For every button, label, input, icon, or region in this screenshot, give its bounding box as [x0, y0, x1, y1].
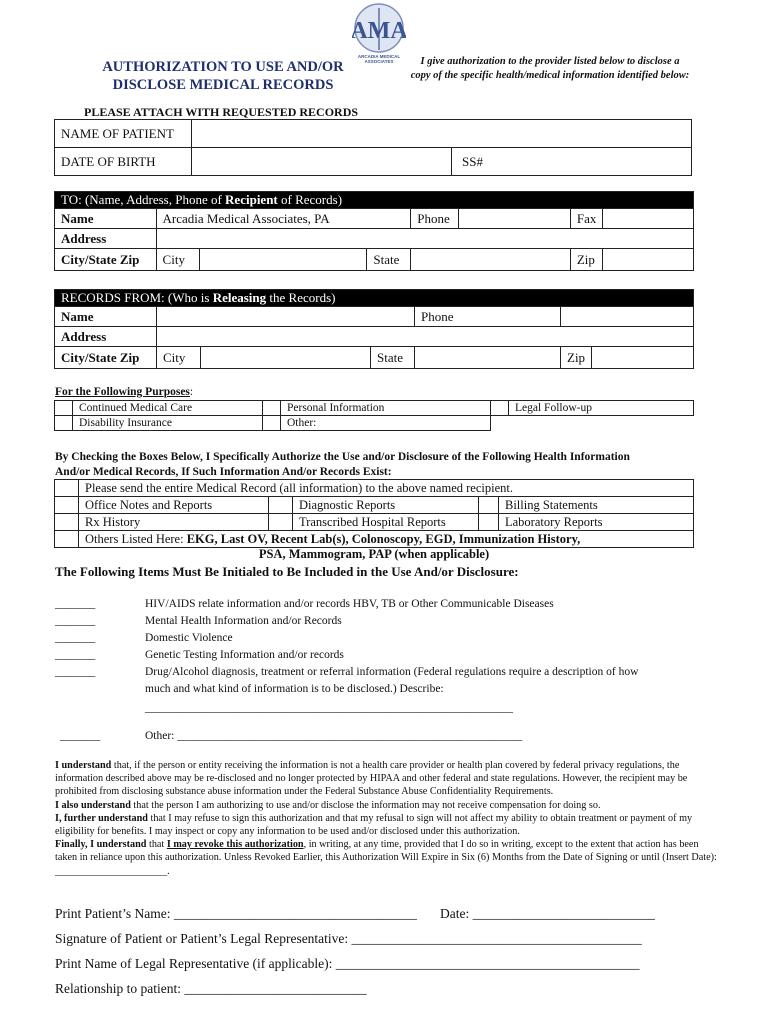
- other-label: Other:: [145, 730, 178, 742]
- understand-p2-text: that the person I am authorizing to use and/or disclose the information may not receive compensation for doing so.: [130, 799, 601, 811]
- others-line-2: PSA, Mammogram, PAP (when applicable): [258, 547, 490, 561]
- attach-notice: PLEASE ATTACH WITH REQUESTED RECORDS: [84, 105, 359, 119]
- recipient-name-field[interactable]: Arcadia Medical Associates, PA: [156, 209, 411, 229]
- purposes-heading: [55, 386, 193, 398]
- legal-rep-name-line[interactable]: Print Name of Legal Representative (if applicable): _____________________________________________: [55, 956, 640, 971]
- recipient-phone-field[interactable]: [459, 209, 571, 229]
- purposes-heading-text: For the Following Purposes: [55, 386, 190, 398]
- understand-p1-text: that, if the person or entity receiving the information is not a health care provider or health plan covered by federal privacy regulations, the information described above may be re-disclosed and no longer protected by HIPAA and other federal and state regulations. However, the recipient may be prohibited from disclosing substance abuse information under the Federal Substance Abuse Confidentiality Requirements.: [55, 760, 688, 798]
- ssn-cell[interactable]: [452, 148, 692, 176]
- describe-line[interactable]: ________________________________________________________________: [145, 702, 513, 714]
- initial-item-genetic: Genetic Testing Information and/or records: [145, 649, 344, 661]
- releaser-name-label: Name: [55, 307, 157, 327]
- recipient-state-label: State: [367, 249, 411, 271]
- initial-item-domestic: Domestic Violence: [145, 632, 233, 644]
- checkbox-laboratory[interactable]: [479, 514, 499, 531]
- recipient-zip-label: Zip: [570, 249, 603, 271]
- disclosure-heading-line-1: By Checking the Boxes Below, I Specifically Authorize the Use and/or Disclosure of the Following Health Information: [55, 451, 630, 463]
- signature-line[interactable]: Signature of Patient or Patient’s Legal Representative: ___________________________________________: [55, 931, 642, 946]
- releaser-header: [55, 290, 694, 307]
- releaser-address-label: Address: [55, 327, 157, 347]
- recipient-csz-label: City/State Zip: [55, 249, 157, 271]
- initial-blank-drug[interactable]: _______: [55, 666, 96, 678]
- releaser-header-suffix: the Records): [266, 290, 336, 305]
- authorization-note: [380, 55, 720, 83]
- recipient-header-bold: Recipient: [225, 192, 278, 207]
- releaser-address-field[interactable]: [157, 327, 694, 347]
- releaser-table: [54, 289, 694, 369]
- others-bold: EKG, Last OV, Recent Lab(s), Colonoscopy, EGD, Immunization History,: [186, 531, 581, 546]
- releaser-state-label: State: [371, 347, 415, 369]
- diagnostic-reports-label: Diagnostic Reports: [293, 497, 479, 514]
- office-notes-label: Office Notes and Reports: [79, 497, 269, 514]
- recipient-table: [54, 191, 694, 271]
- understand-p2-bold: I also understand: [55, 799, 131, 811]
- understand-p1-bold: I understand: [55, 760, 112, 771]
- recipient-header-prefix: TO: (Name, Address, Phone of: [61, 192, 226, 207]
- releaser-name-field[interactable]: [157, 307, 415, 327]
- print-patient-name-line[interactable]: Print Patient’s Name: ____________________________________: [55, 906, 417, 921]
- checkbox-billing[interactable]: [479, 497, 499, 514]
- purpose-personal-info: Personal Information: [281, 401, 491, 416]
- laboratory-reports-label: Laboratory Reports: [499, 514, 694, 531]
- releaser-phone-field[interactable]: [561, 307, 694, 327]
- purposes-heading-colon: :: [189, 386, 194, 398]
- purpose-disability-insurance: Disability Insurance: [73, 416, 263, 431]
- understand-p4-mid: that: [146, 839, 167, 851]
- initial-item-other: [145, 728, 522, 745]
- initial-item-drug: Drug/Alcohol diagnosis, treatment or referral information (Federal regulations require a description of how: [145, 666, 639, 678]
- title-line-2: DISCLOSE MEDICAL RECORDS: [112, 77, 334, 93]
- releaser-header-bold: Releasing: [212, 290, 267, 305]
- understand-p4-bold: Finally, I understand: [55, 839, 147, 851]
- understand-para-1: [55, 759, 720, 799]
- recipient-address-label: Address: [55, 229, 157, 249]
- initial-blank-hiv[interactable]: _______: [55, 598, 96, 610]
- initial-item-mental-health: Mental Health Information and/or Records: [145, 615, 342, 627]
- patient-name-field[interactable]: [192, 120, 692, 148]
- ssn-label: SS#: [462, 153, 483, 169]
- understand-p4-text: , in writing, at any time, provided that I do so in writing, except to the extent that action has been taken in reliance upon this authorization. Unless Revoked Earlier, this Authorization Will Expire in Six (6) Months from the Date of Signing or until (Insert Date): ______________________.: [55, 839, 717, 877]
- logo-subtext: ARCADIA MEDICAL ASSOCIATES: [357, 54, 401, 64]
- understand-p3-bold: I, further understand: [55, 812, 148, 824]
- rx-history-label: Rx History: [79, 514, 269, 531]
- releaser-city-field[interactable]: [201, 347, 371, 369]
- initial-blank-genetic[interactable]: _______: [55, 649, 96, 661]
- recipient-header-suffix: of Records): [277, 192, 343, 207]
- purpose-legal-follow-up: Legal Follow-up: [509, 401, 694, 416]
- authorization-note-line-2: copy of the specific health/medical information identified below:: [410, 70, 690, 81]
- disclosure-heading: [55, 450, 755, 480]
- checkbox-others[interactable]: [55, 531, 79, 548]
- recipient-address-field[interactable]: [156, 229, 693, 249]
- initial-item-hiv: HIV/AIDS relate information and/or records HBV, TB or Other Communicable Diseases: [145, 598, 554, 610]
- transcribed-reports-label: Transcribed Hospital Reports: [293, 514, 479, 531]
- purposes-table: [54, 400, 694, 431]
- recipient-phone-label: Phone: [411, 209, 459, 229]
- disclosure-table: [54, 479, 694, 548]
- releaser-csz-label: City/State Zip: [55, 347, 157, 369]
- purpose-empty-cell: [491, 416, 694, 431]
- dob-label: DATE OF BIRTH: [55, 148, 192, 176]
- checkbox-transcribed[interactable]: [269, 514, 293, 531]
- releaser-zip-label: Zip: [561, 347, 592, 369]
- understand-p3-text: that I may refuse to sign this authorization and that my refusal to sign will not affect my ability to obtain treatment or payment of my eligibility for benefits. I may inspect or copy any information to be used and/or disclosed under this authorization.: [55, 812, 693, 838]
- billing-statements-label: Billing Statements: [499, 497, 694, 514]
- purpose-checkbox-personal-info[interactable]: [263, 401, 281, 416]
- recipient-city-field[interactable]: [200, 249, 367, 271]
- purpose-continued-care: Continued Medical Care: [73, 401, 263, 416]
- other-line[interactable]: ____________________________________________________________: [177, 730, 523, 742]
- title-line-1: AUTHORIZATION TO USE AND/OR: [102, 59, 344, 75]
- initials-heading: The Following Items Must Be Initialed to Be Included in the Use And/or Disclosure:: [55, 564, 519, 579]
- relationship-line[interactable]: Relationship to patient: ___________________________: [55, 981, 367, 996]
- initial-blank-mental-health[interactable]: _______: [55, 615, 96, 627]
- releaser-zip-field[interactable]: [592, 347, 694, 369]
- checkbox-entire-record[interactable]: [55, 480, 79, 497]
- entire-record-label: Please send the entire Medical Record (all information) to the above named recipient.: [79, 480, 694, 497]
- drug-continued: much and what kind of information is to be disclosed.) Describe:: [145, 683, 444, 695]
- others-listed-label: [79, 531, 694, 548]
- understanding-text: [55, 759, 720, 878]
- form-title: [62, 58, 384, 94]
- revoke-underline: I may revoke this authorization: [166, 839, 304, 851]
- recipient-fax-label: Fax: [570, 209, 603, 229]
- initial-blank-domestic[interactable]: _______: [55, 632, 96, 644]
- recipient-header: [55, 192, 694, 209]
- releaser-city-label: City: [157, 347, 201, 369]
- disclosure-heading-line-2: And/or Medical Records, If Such Information And/or Records Exist:: [55, 466, 392, 478]
- purpose-other: Other:: [281, 416, 491, 431]
- understand-para-3: [55, 812, 720, 838]
- releaser-phone-label: Phone: [415, 307, 561, 327]
- purpose-checkbox-disability[interactable]: [55, 416, 73, 431]
- patient-table: [54, 119, 692, 176]
- logo-text: AMA: [352, 18, 406, 44]
- recipient-name-label: Name: [55, 209, 157, 229]
- purpose-checkbox-continued-care[interactable]: [55, 401, 73, 416]
- others-prefix: Others Listed Here:: [85, 531, 187, 546]
- releaser-state-field[interactable]: [415, 347, 561, 369]
- purpose-checkbox-legal[interactable]: [491, 401, 509, 416]
- recipient-city-label: City: [156, 249, 200, 271]
- dob-field[interactable]: [192, 148, 452, 176]
- recipient-state-field[interactable]: [411, 249, 571, 271]
- date-line[interactable]: Date: ___________________________: [440, 906, 655, 921]
- recipient-fax-field[interactable]: [603, 209, 694, 229]
- checkbox-office-notes[interactable]: [55, 497, 79, 514]
- releaser-header-prefix: RECORDS FROM: (Who is: [61, 290, 213, 305]
- recipient-zip-field[interactable]: [603, 249, 694, 271]
- checkbox-rx-history[interactable]: [55, 514, 79, 531]
- purpose-checkbox-other[interactable]: [263, 416, 281, 431]
- understand-para-4: [55, 838, 720, 878]
- initial-blank-other[interactable]: _______: [60, 730, 101, 742]
- checkbox-diagnostic[interactable]: [269, 497, 293, 514]
- authorization-note-line-1: I give authorization to the provider listed below to disclose a: [420, 56, 680, 67]
- understand-para-2: [55, 799, 720, 812]
- patient-name-label: NAME OF PATIENT: [55, 120, 192, 148]
